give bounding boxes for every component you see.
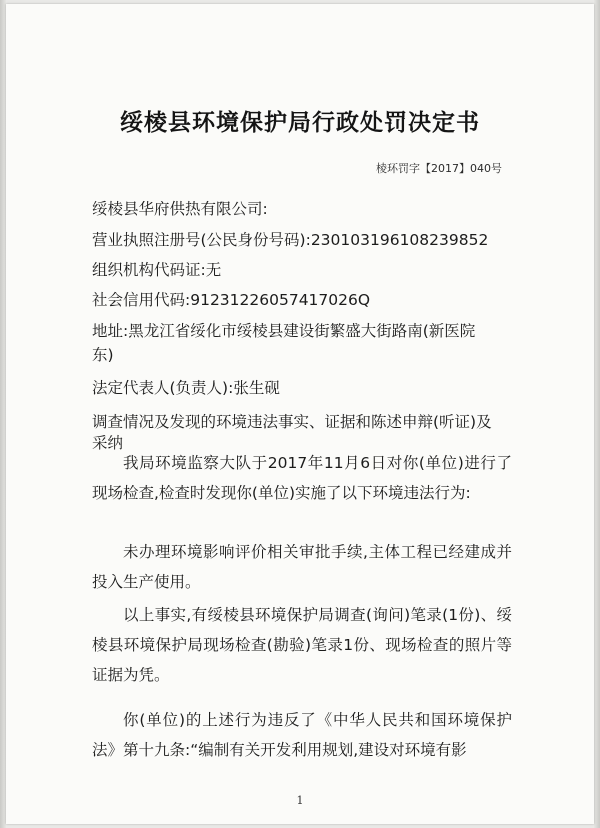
section-heading-line-1: 调查情况及发现的环境违法事实、证据和陈述申辩(听证)及 [92,413,492,431]
recipient: 绥棱县华府供热有限公司: [92,200,268,218]
credit-code: 社会信用代码:91231226057417026Q [92,291,371,309]
section-heading-line-2: 采纳 [92,434,124,452]
paragraph-violation: 未办理环境影响评价相关审批手续,主体工程已经建成并投入生产使用。 [92,543,512,591]
document-number: 棱环罚字【2017】040号 [376,162,502,175]
paragraph-evidence: 以上事实,有绥棱县环境保护局调查(询问)笔录(1份)、绥棱县环境保护局现场检查(勘验)笔录1份、现场检查的照片等证据为凭。 [92,606,512,684]
address-line-1: 地址:黑龙江省绥化市绥棱县建设街繁盛大街路南(新医院 [92,322,476,340]
org-code: 组织机构代码证:无 [92,261,222,279]
paragraph-legal-basis: 你(单位)的上述行为违反了《中华人民共和国环境保护法》第十九条:“编制有关开发利用规划,建设对环境有影 [92,711,512,759]
document-title: 绥棱县环境保护局行政处罚决定书 [120,110,480,136]
address-line-2: 东) [92,346,114,364]
page-number: 1 [296,794,304,807]
business-license: 营业执照注册号(公民身份号码):230103196108239852 [92,231,489,249]
paragraph-inspection: 我局环境监察大队于2017年11月6日对你(单位)进行了现场检查,检查时发现你(单位)实施了以下环境违法行为: [92,454,512,502]
legal-representative: 法定代表人(负责人):张生砚 [92,379,280,397]
